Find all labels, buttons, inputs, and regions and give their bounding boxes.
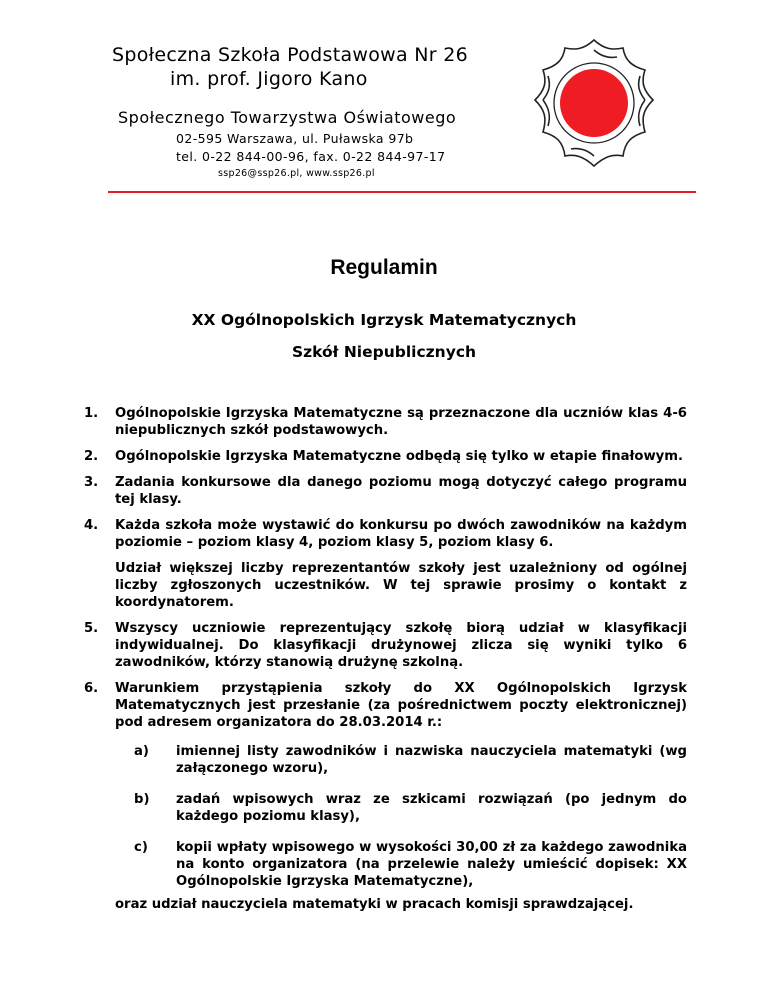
rules-list	[84, 405, 687, 913]
society-name: Społecznego Towarzystwa Oświatowego	[118, 108, 457, 127]
subitem-text: kopii wpłaty wpisowego w wysokości 30,00 zł za każdego zawodnika na konto organizatora (na przelewie należy umieścić dopisek: XX Ogólnopolskie Igrzyska Matematyczne),	[176, 840, 687, 889]
rule-number: 3.	[84, 475, 99, 490]
school-patron: im. prof. Jigoro Kano	[170, 68, 368, 90]
subitem-letter: b)	[134, 792, 150, 807]
rule-6-subitem	[84, 743, 687, 777]
rule-text: Warunkiem przystąpienia szkoły do XX Ogólnopolskich Igrzysk Matematycznych jest przesłanie (za pośrednictwem poczty elektronicznej) pod adresem organizatora do 28.03.2014 r.:	[115, 681, 687, 730]
rule-item	[84, 474, 687, 508]
school-address: 02-595 Warszawa, ul. Puławska 97b	[176, 131, 414, 146]
rule-item	[84, 405, 687, 439]
school-phone: tel. 0-22 844-00-96, fax. 0-22 844-97-17	[176, 149, 446, 164]
rule-text: Ogólnopolskie Igrzyska Matematyczne odbędą się tylko w etapie finałowym.	[115, 449, 684, 464]
rule-text: Każda szkoła może wystawić do konkursu po dwóch zawodników na każdym poziomie – poziom klasy 4, poziom klasy 5, poziom klasy 6.	[115, 518, 687, 550]
rule-number: 2.	[84, 449, 99, 464]
rule-number: 4.	[84, 518, 99, 533]
school-email: ssp26@ssp26.pl, www.ssp26.pl	[218, 168, 375, 179]
rule-6-subitem	[84, 791, 687, 825]
rule-item	[84, 620, 687, 671]
subitem-text: zadań wpisowych wraz ze szkicami rozwiązań (po jednym do każdego poziomu klasy),	[176, 792, 687, 824]
document-subtitle-line1: XX Ogólnopolskich Igrzysk Matematycznych	[191, 311, 577, 329]
rule-item	[84, 517, 687, 551]
rule-item	[84, 680, 687, 731]
closing-text: oraz udział nauczyciela matematyki w pracach komisji sprawdzającej.	[115, 897, 634, 912]
rule-number: 1.	[84, 406, 99, 421]
rule-6-subitem	[84, 839, 687, 890]
letterhead	[0, 0, 768, 200]
rule-text: Ogólnopolskie Igrzyska Matematyczne są przeznaczone dla uczniów klas 4-6 niepublicznych szkół podstawowych.	[115, 406, 687, 438]
school-emblem-icon	[527, 36, 661, 170]
subitem-letter: a)	[134, 744, 149, 759]
rule-number: 5.	[84, 621, 99, 636]
rule-text: Wszyscy uczniowie reprezentujący szkołę biorą udział w klasyfikacji indywidualnej. Do klasyfikacji drużynowej zlicza się wyniki tylko 6 zawodników, którzy stanowią drużynę szkolną.	[115, 621, 687, 670]
school-name: Społeczna Szkoła Podstawowa Nr 26	[112, 44, 469, 66]
rule-4-note: Udział większej liczby reprezentantów szkoły jest uzależniony od ogólnej liczby zgłoszonych uczestników. W tej sprawie prosimy o kontakt z koordynatorem.	[115, 561, 687, 610]
rule-number: 6.	[84, 681, 99, 696]
document-title: Regulamin	[330, 256, 438, 279]
subitem-text: imiennej listy zawodników i nazwiska nauczyciela matematyki (wg załączonego wzoru),	[176, 744, 687, 776]
rule-text: Zadania konkursowe dla danego poziomu mogą dotyczyć całego programu tej klasy.	[115, 475, 687, 507]
header-divider	[108, 191, 696, 193]
rule-item	[84, 448, 687, 465]
subitem-letter: c)	[134, 840, 148, 855]
document-subtitle-line2: Szkół Niepublicznych	[291, 343, 477, 361]
